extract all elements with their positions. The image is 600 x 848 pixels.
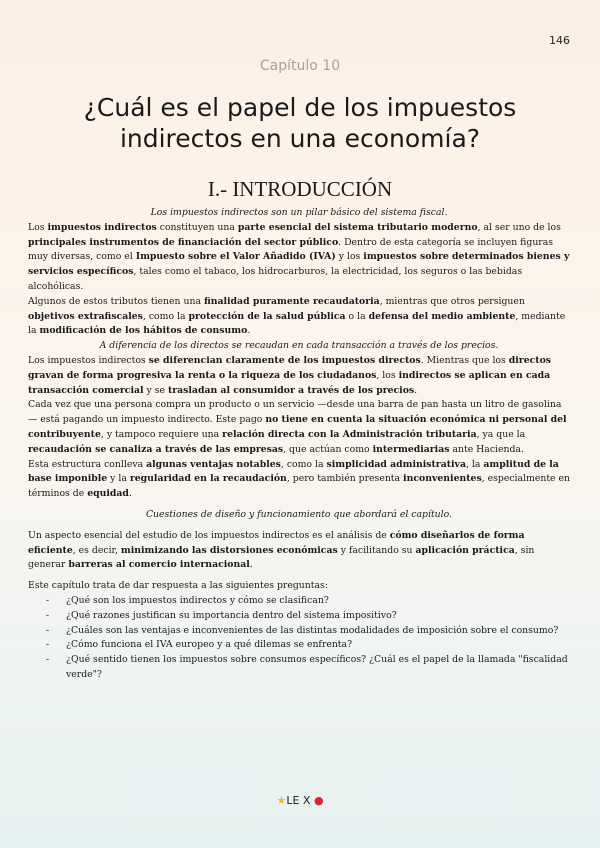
- text-run: , especialmente en términos de: [28, 473, 571, 500]
- text-run: , sin generar: [28, 544, 535, 571]
- bold-text: no tiene en cuenta la situación económica ni personal del contribuyente: [28, 414, 567, 440]
- bold-text: trasladan al consumidor a través de los precios: [167, 384, 415, 396]
- subtitle-2: A diferencia de los directos se recaudan en cada transacción a través de los precios.: [99, 340, 499, 352]
- text-run: , que actúan como: [283, 443, 373, 455]
- questions-intro: Este capítulo trata de dar respuesta a las siguientes preguntas:: [28, 580, 328, 592]
- bold-text: defensa del medio ambiente: [368, 310, 516, 322]
- bold-text: relación directa con la Administración tributaria: [222, 428, 477, 440]
- body-content: [28, 206, 570, 683]
- bold-text: recaudación se canaliza a través de las empresas: [28, 443, 284, 455]
- title-line-2: indirectos en una economía?: [119, 124, 481, 153]
- text-run: y facilitando su: [337, 544, 416, 556]
- bold-text: intermediarias: [372, 443, 450, 455]
- list-item: - ¿Cómo funciona el IVA europeo y a qué dilemas se enfrenta?: [28, 638, 570, 653]
- paragraph-5: [28, 458, 570, 502]
- bold-text: indirectos se aplican en cada transacción comercial: [28, 369, 551, 396]
- text-run: , ya que la: [476, 428, 526, 440]
- text-run: .: [414, 384, 418, 396]
- subtitle-1: Los impuestos indirectos son un pilar básico del sistema fiscal.: [150, 207, 448, 218]
- text-run: o la: [345, 310, 369, 322]
- bold-text: modificación de los hábitos de consumo: [39, 325, 248, 337]
- text-run: .: [249, 559, 253, 571]
- paragraph-3: [28, 354, 570, 398]
- paragraph-4: [28, 398, 570, 457]
- bold-text: simplicidad administrativa: [326, 458, 466, 470]
- list-item: - ¿Qué razones justifican su importancia dentro del sistema impositivo?: [28, 609, 570, 624]
- bold-text: objetivos extrafiscales: [28, 310, 143, 322]
- text-run: y los: [335, 251, 364, 263]
- paragraph-2: [28, 295, 570, 339]
- text-run: , y tampoco requiere una: [100, 428, 223, 440]
- bold-text: se diferencian claramente de los impuestos directos: [148, 354, 421, 366]
- section-heading: I.- INTRODUCCIÓN: [207, 177, 393, 201]
- questions-list: [28, 594, 570, 683]
- text-run: , la: [465, 458, 484, 470]
- text-run: ante Hacienda.: [449, 443, 524, 455]
- text-run: .: [247, 325, 251, 337]
- bold-text: principales instrumentos de financiación del sector público: [28, 236, 339, 248]
- text-run: , pero también presenta: [286, 473, 404, 485]
- paragraph-6: [28, 529, 570, 573]
- drop-icon: ●: [313, 794, 324, 807]
- bold-text: directos gravan de forma progresiva la renta o la riqueza de los ciudadanos: [28, 354, 552, 381]
- publisher-logo: [0, 794, 600, 807]
- text-run: , tales como el tabaco, los hidrocarburos, la electricidad, los seguros o las bebidas alcohólicas.: [28, 266, 523, 292]
- text-run: .: [128, 488, 132, 500]
- paragraph-1: [28, 221, 570, 295]
- logo-text: LE X: [286, 794, 311, 807]
- bold-text: cómo diseñarlos de forma eficiente: [28, 529, 525, 556]
- text-run: y la: [107, 473, 130, 485]
- text-run: Un aspecto esencial del estudio de los impuestos indirectos es el análisis de: [28, 529, 390, 541]
- bold-text: algunas ventajas notables: [146, 458, 281, 470]
- text-run: . Mientras que los: [420, 354, 509, 366]
- list-item: - ¿Qué sentido tienen los impuestos sobre consumos específicos? ¿Cuál es el papel de la llamada "fiscalidad verde"?: [28, 653, 570, 683]
- text-run: , mientras que otros persiguen: [379, 295, 525, 307]
- subtitle-3: Cuestiones de diseño y funcionamiento que abordará el capítulo.: [145, 508, 453, 520]
- bold-text: aplicación práctica: [415, 544, 515, 556]
- text-run: , es decir,: [72, 544, 121, 556]
- text-run: y se: [143, 384, 168, 396]
- text-run: , como la: [280, 458, 327, 470]
- list-item: - ¿Qué son los impuestos indirectos y cómo se clasifican?: [28, 594, 570, 609]
- text-run: , los: [376, 369, 399, 381]
- bold-text: minimizando las distorsiones económicas: [120, 544, 338, 556]
- bold-text: impuestos indirectos: [47, 221, 157, 233]
- text-run: , mediante la: [28, 310, 566, 337]
- text-run: , como la: [142, 310, 189, 322]
- star-icon: ★: [276, 794, 287, 807]
- bold-text: amplitud de la base imponible: [28, 458, 559, 485]
- list-item: - ¿Cuáles son las ventajas e inconvenientes de las distintas modalidades de imposición sobre el consumo?: [28, 624, 570, 639]
- bold-text: equidad: [87, 488, 129, 500]
- bold-text: protección de la salud pública: [188, 310, 346, 322]
- text-run: Los: [28, 221, 48, 233]
- text-run: Cada vez que una persona compra un producto o un servicio —desde una barra de pan hasta un litro de gasolina— está pagando un impuesto indirecto. Este pago: [28, 399, 562, 426]
- text-run: Esta estructura conlleva: [28, 458, 147, 470]
- text-run: Los impuestos indirectos: [28, 354, 149, 366]
- page-number: 146: [549, 34, 570, 47]
- page-title: [40, 92, 560, 154]
- bold-text: impuestos sobre determinados bienes y servicios específicos: [28, 251, 570, 278]
- title-line-1: ¿Cuál es el papel de los impuestos: [83, 93, 517, 122]
- text-run: , al ser uno de los: [477, 221, 561, 233]
- bold-text: parte esencial del sistema tributario moderno: [237, 221, 478, 233]
- bold-text: regularidad en la recaudación: [129, 473, 287, 485]
- text-run: . Dentro de esta categoría se incluyen figuras muy diversas, como el: [28, 236, 554, 263]
- bold-text: finalidad puramente recaudatoria: [203, 295, 380, 307]
- text-run: Algunos de estos tributos tienen una: [28, 295, 204, 307]
- bold-text: barreras al comercio internacional: [68, 559, 250, 571]
- bold-text: Impuesto sobre el Valor Añadido (IVA): [135, 251, 336, 263]
- text-run: constituyen una: [156, 221, 238, 233]
- chapter-label: Capítulo 10: [259, 58, 341, 74]
- bold-text: inconvenientes: [403, 473, 482, 485]
